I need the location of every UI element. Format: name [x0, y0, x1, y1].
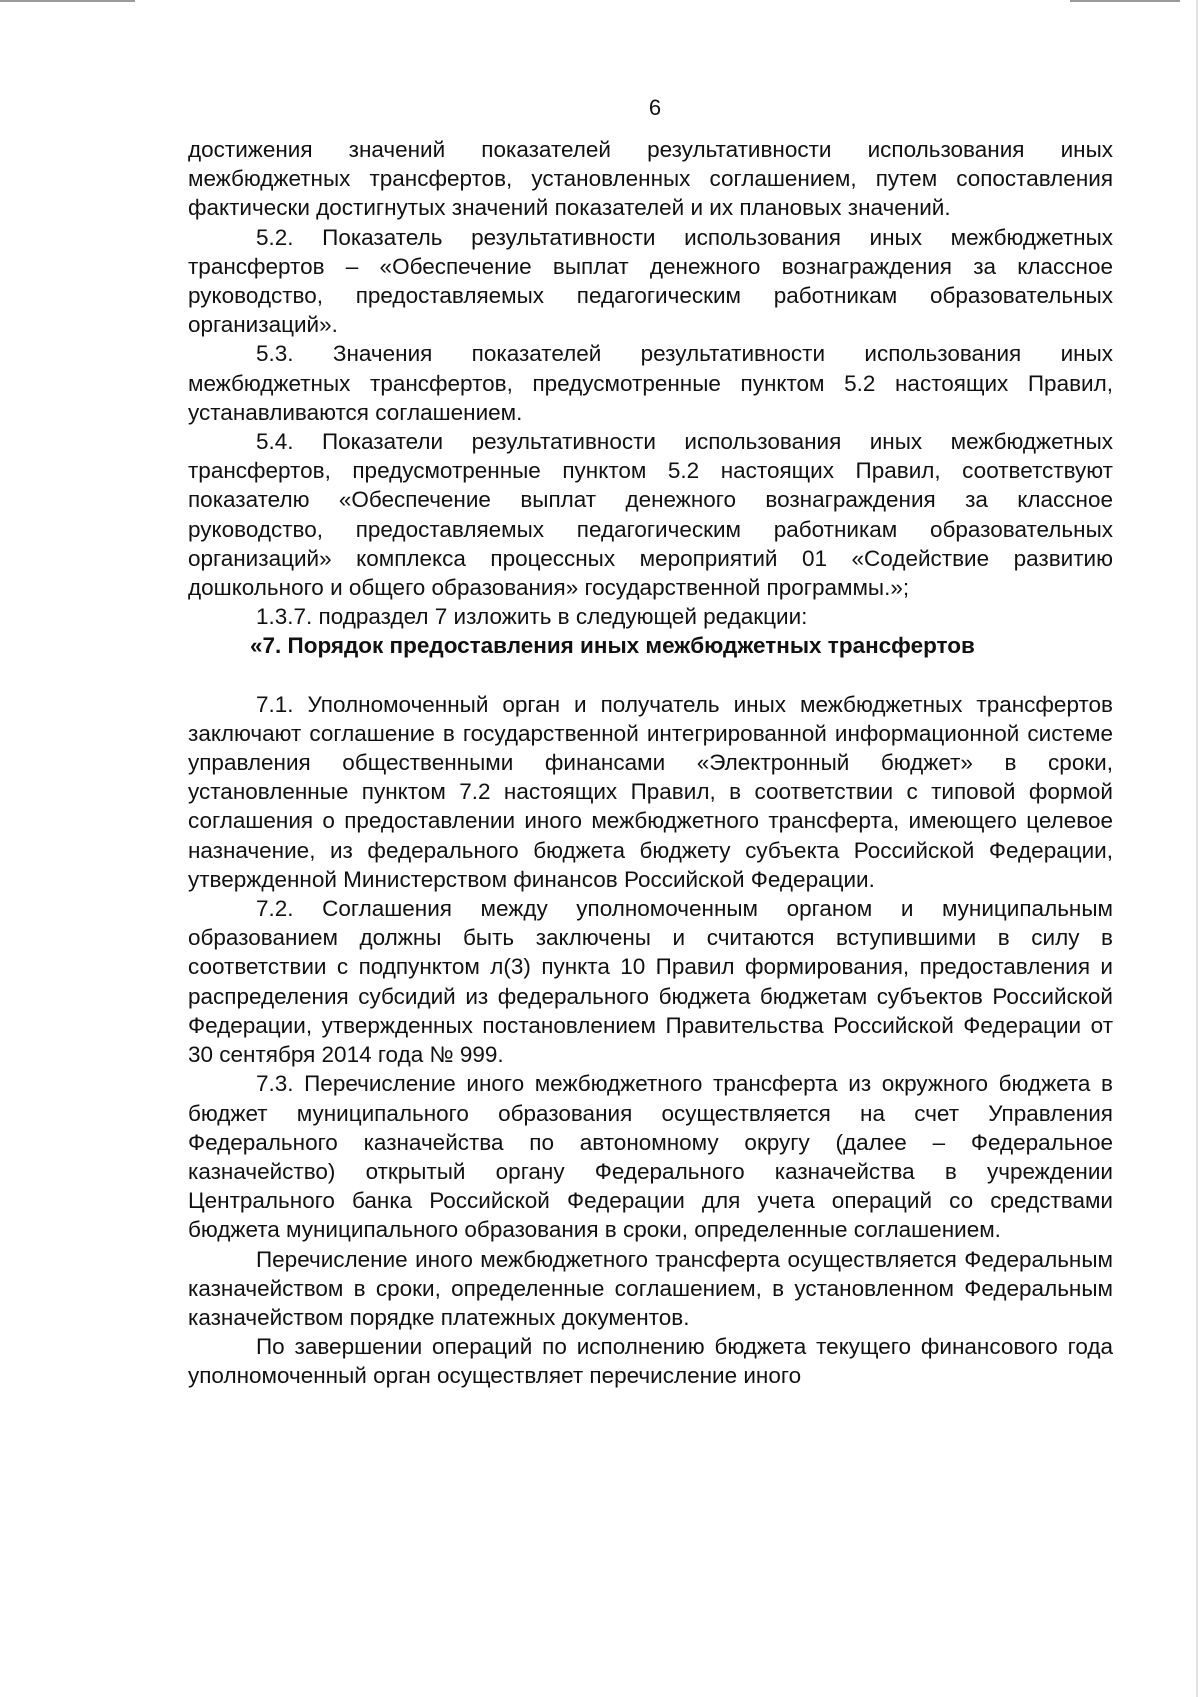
scan-edge-top-left — [0, 0, 135, 2]
paragraph-continuation: достижения значений показателей результативности использования иных межбюджетных трансфертов, установленных соглашением, путем сопоставления фактически достигнутых значений показателей и их плановых значений. — [188, 137, 1113, 221]
paragraph-1-3-7: 1.3.7. подраздел 7 изложить в следующей редакции: — [256, 604, 808, 630]
paragraph-transfer-treasury: Перечисление иного межбюджетного трансферта осуществляется Федеральным казначейством в сроки, определенные соглашением, в установленном Федеральным казначейством порядке платежных документов. — [188, 1246, 1113, 1330]
paragraph-5-2: 5.2. Показатель результативности использования иных межбюджетных трансфертов – «Обеспечение выплат денежного вознаграждения за классное руководство, предоставляемых педагогическим работникам образовательных организаций». — [188, 224, 1113, 338]
paragraph-7-2: 7.2. Соглашения между уполномоченным органом и муниципальным образованием должны быть заключены и считаются вступившими в силу в соответствии с подпунктом л(3) пункта 10 Правил формирования, предоставления и распределения субсидий из федерального бюджета бюджетам субъектов Российской Федерации, утвержденных постановлением Правительства Российской Федерации от 30 сентября 2014 года № 999. — [188, 896, 1113, 1068]
scan-edge-top-right — [1070, 0, 1180, 2]
paragraph-7-1: 7.1. Уполномоченный орган и получатель иных межбюджетных трансфертов заключают соглашение в государственной интегрированной информационной системе управления общественными финансами «Электронный бюджет» в сроки, установленные пунктом 7.2 настоящих Правил, в соответствии с типовой формой соглашения о предоставлении иного межбюджетного трансферта, имеющего целевое назначение, из федерального бюджета бюджету субъекта Российской Федерации, утвержденной Министерством финансов Российской Федерации. — [188, 691, 1113, 892]
section-7-heading: «7. Порядок предоставления иных межбюджетных трансфертов — [250, 633, 975, 659]
paragraph-year-end: По завершении операций по исполнению бюджета текущего финансового года уполномоченный орган осуществляет перечисление иного — [188, 1334, 1113, 1389]
paragraph-5-4: 5.4. Показатели результативности использования иных межбюджетных трансфертов, предусмотренные пунктом 5.2 настоящих Правил, соответствуют показателю «Обеспечение выплат денежного вознаграждения за классное руководство, предоставляемых педагогическим работникам образовательных организаций» комплекса процессных мероприятий 01 «Содействие развитию дошкольного и общего образования» государственной программы.»; — [188, 429, 1113, 601]
document-body — [188, 135, 1113, 1391]
paragraph-7-3: 7.3. Перечисление иного межбюджетного трансферта из окружного бюджета в бюджет муниципального образования осуществляется на счет Управления Федерального казначейства по автономному округу (далее – Федеральное казначейство) открытый органу Федерального казначейства в учреждении Центрального банка Российской Федерации для учета операций со средствами бюджета муниципального образования в сроки, определенные соглашением. — [188, 1071, 1113, 1243]
scan-edge-right — [1196, 0, 1198, 1697]
paragraph-5-3: 5.3. Значения показателей результативности использования иных межбюджетных трансфертов, предусмотренные пунктом 5.2 настоящих Правил, устанавливаются соглашением. — [188, 341, 1113, 425]
page-number: 6 — [648, 95, 662, 120]
